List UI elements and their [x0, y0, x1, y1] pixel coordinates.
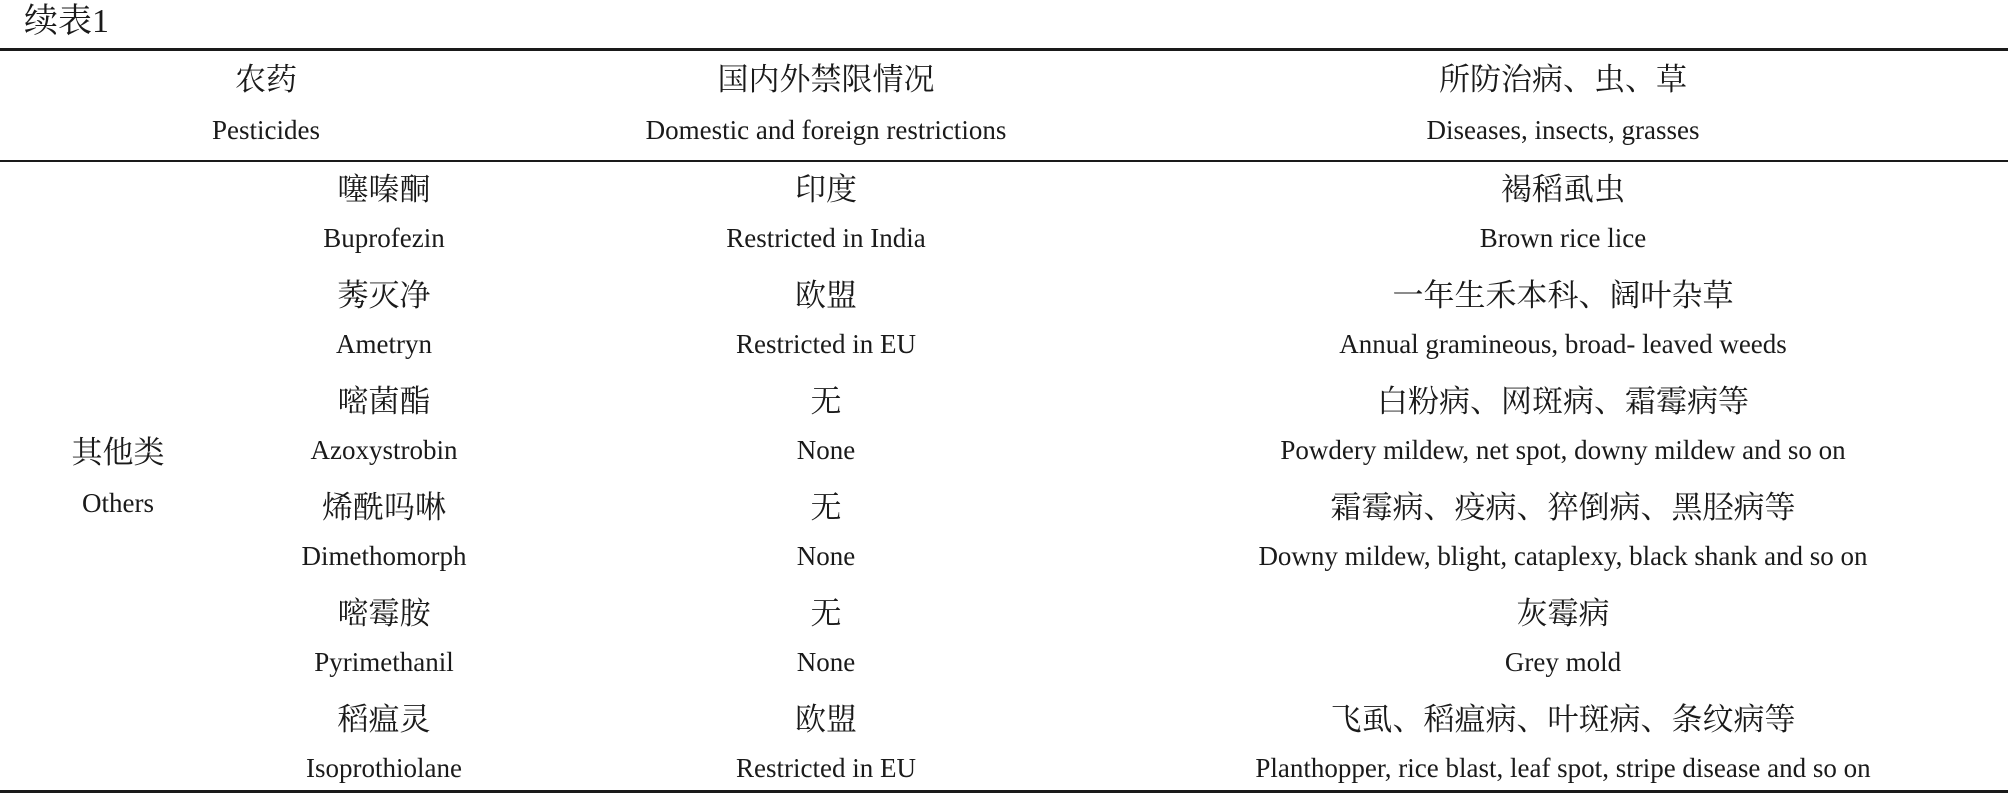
pesticide-en: Ametryn	[336, 329, 432, 359]
header-target-en: Diseases, insects, grasses	[1426, 115, 1700, 145]
restriction-en: Restricted in EU	[736, 329, 916, 359]
pesticide-zh: 稻瘟灵	[337, 702, 431, 737]
target-en: Brown rice lice	[1479, 223, 1647, 253]
pesticide-zh: 莠灭净	[337, 278, 431, 313]
pesticide-zh: 嘧霉胺	[337, 596, 431, 631]
target-zh: 灰霉病	[1516, 596, 1610, 631]
header-rule	[0, 160, 2008, 162]
target-zh: 一年生禾本科、阔叶杂草	[1392, 278, 1734, 313]
table-row	[0, 482, 2008, 588]
header-pesticide-en: Pesticides	[212, 115, 320, 145]
category-en: Others	[82, 488, 154, 518]
pesticide-zh: 烯酰吗啉	[322, 490, 446, 525]
table-row	[0, 164, 2008, 270]
pesticide-en: Dimethomorph	[301, 541, 467, 571]
pesticide-zh: 嘧菌酯	[337, 384, 431, 419]
target-en: Downy mildew, blight, cataplexy, black shank and so on	[1258, 541, 1868, 571]
bottom-rule	[0, 790, 2008, 793]
header-restriction-zh: 国内外禁限情况	[717, 62, 935, 97]
pesticide-en: Azoxystrobin	[310, 435, 458, 465]
top-rule	[0, 48, 2008, 51]
restriction-en: Restricted in India	[726, 223, 926, 253]
table-row	[0, 376, 2008, 482]
pesticide-en: Pyrimethanil	[314, 647, 454, 677]
target-zh: 白粉病、网斑病、霜霉病等	[1377, 384, 1749, 419]
target-en: Planthopper, rice blast, leaf spot, stripe disease and so on	[1255, 753, 1871, 783]
table-row	[0, 588, 2008, 694]
pesticide-en: Isoprothiolane	[306, 753, 462, 783]
header-pesticide-zh: 农药	[235, 62, 297, 97]
target-zh: 飞虱、稻瘟病、叶斑病、条纹病等	[1330, 702, 1796, 737]
restriction-zh: 无	[810, 384, 842, 419]
pesticide-zh: 噻嗪酮	[337, 172, 431, 207]
header-target-zh: 所防治病、虫、草	[1439, 62, 1687, 97]
target-zh: 霜霉病、疫病、猝倒病、黑胫病等	[1330, 490, 1796, 525]
target-en: Powdery mildew, net spot, downy mildew and so on	[1280, 435, 1846, 465]
restriction-en: None	[796, 647, 856, 677]
restriction-en: None	[796, 435, 856, 465]
restriction-zh: 欧盟	[795, 702, 857, 737]
restriction-en: Restricted in EU	[736, 753, 916, 783]
header-restriction-en: Domestic and foreign restrictions	[645, 115, 1007, 145]
target-zh: 褐稻虱虫	[1501, 172, 1625, 207]
restriction-en: None	[796, 541, 856, 571]
pesticide-en: Buprofezin	[323, 223, 445, 253]
table-row	[0, 694, 2008, 790]
target-en: Grey mold	[1504, 647, 1622, 677]
target-en: Annual gramineous, broad- leaved weeds	[1339, 329, 1787, 359]
restriction-zh: 欧盟	[795, 278, 857, 313]
restriction-zh: 无	[810, 490, 842, 525]
restriction-zh: 无	[810, 596, 842, 631]
table-caption: 续表1	[24, 3, 109, 40]
restriction-zh: 印度	[795, 172, 857, 207]
table-row	[0, 270, 2008, 376]
category-zh: 其他类	[71, 435, 165, 470]
